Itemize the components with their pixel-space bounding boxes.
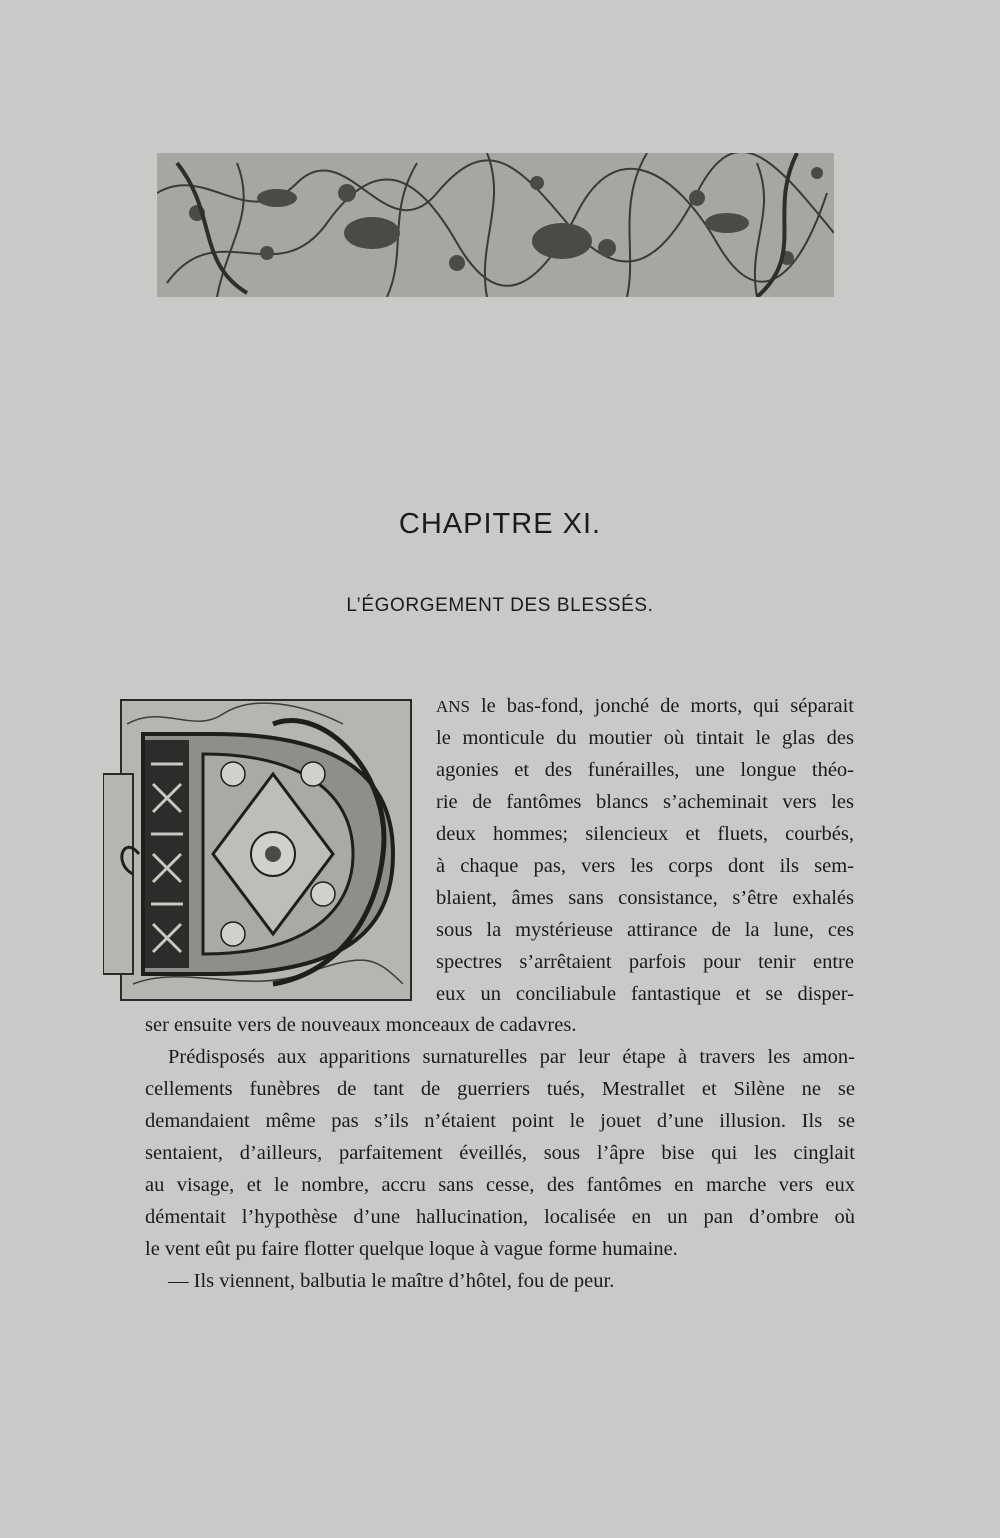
text-line: ser ensuite vers de nouveaux monceaux de cadavres. <box>145 1014 577 1036</box>
text-line: au visage, et le nombre, accru sans cesse, des fantômes en marche vers eux <box>145 1174 855 1196</box>
illuminated-letter-d-icon <box>103 694 415 1002</box>
illuminated-initial <box>103 694 415 1002</box>
text-line: le monticule du moutier où tintait le glas des <box>436 727 854 749</box>
text-line: blaient, âmes sans consistance, s’être exhalés <box>436 887 854 909</box>
chapter-title: CHAPITRE XI. <box>398 508 602 540</box>
chapter-subtitle: L’ÉGORGEMENT DES BLESSÉS. <box>346 595 654 616</box>
text-line: ANS le bas-fond, jonché de morts, qui séparait <box>436 695 855 717</box>
text-line: Prédisposés aux apparitions surnaturelles par leur étape à travers les amon- <box>168 1046 855 1068</box>
ornamental-headpiece <box>157 153 834 297</box>
text-line: sentaient, d’ailleurs, parfaitement éveillés, sous l’âpre bise qui les cinglait <box>145 1142 855 1164</box>
text-line: sous la mystérieuse attirance de la lune, ces <box>436 919 854 941</box>
text-line: spectres s’arrêtaient parfois pour tenir entre <box>436 951 854 973</box>
foliage-engraving-icon <box>157 153 834 297</box>
dropcap-rest: ANS <box>436 697 471 716</box>
text-line: cellements funèbres de tant de guerriers tués, Mestrallet et Silène ne se <box>145 1078 855 1100</box>
text-line: démentait l’hypothèse d’une hallucination, localisée en un pan d’ombre où <box>145 1206 855 1228</box>
text-line: à chaque pas, vers les corps dont ils sem- <box>436 855 854 877</box>
text-line: deux hommes; silencieux et fluets, courbés, <box>436 823 854 845</box>
text-line: — Ils viennent, balbutia le maître d’hôtel, fou de peur. <box>168 1270 615 1292</box>
text-line: eux un conciliabule fantastique et se disper- <box>436 983 854 1005</box>
text-line: demandaient même pas s’ils n’étaient point le jouet d’une illusion. Ils se <box>145 1110 855 1132</box>
text-line: le vent eût pu faire flotter quelque loque à vague forme humaine. <box>145 1238 678 1260</box>
text-line: rie de fantômes blancs s’acheminait vers les <box>436 791 854 813</box>
text-line: agonies et des funérailles, une longue théo- <box>436 759 854 781</box>
